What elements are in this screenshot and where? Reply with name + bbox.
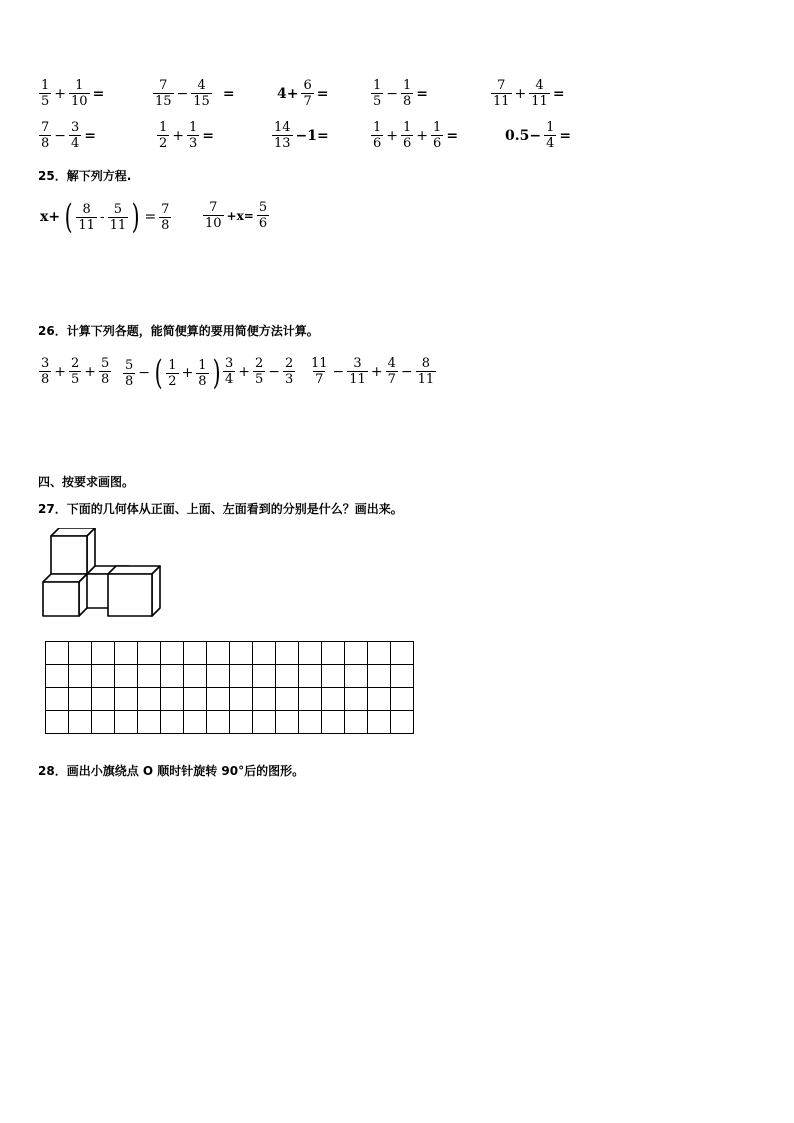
- left-paren: (: [64, 197, 73, 237]
- cube-bottom-left: [43, 574, 87, 616]
- exercise-row-1: $\frac{1}{5}$ + $\frac{1}{10}$ =: [41, 78, 105, 109]
- question-25-title: 25．解下列方程.: [38, 169, 132, 183]
- fraction: $\frac{1}{10}$: [71, 78, 88, 109]
- exercise-row-2-item-3: $\frac{14}{13}$ −1=: [274, 120, 329, 151]
- question-28-title: 28．画出小旗绕点 O 顺时针旋转 90°后的图形。: [38, 764, 305, 778]
- equation-2: $\frac{7}{10}$ +x= $\frac{5}{6}$: [205, 200, 268, 231]
- right-paren: ): [131, 197, 140, 237]
- exercise-row-1-item-4: $\frac{1}{5}$ − $\frac{1}{8}$ =: [373, 78, 429, 109]
- exercise-row-2-item-5: 0.5− $\frac{1}{4}$ =: [505, 120, 572, 151]
- exercise-row-1-item-2: $\frac{7}{15}$ − $\frac{4}{15}$ =: [155, 78, 235, 109]
- cube-figure: [38, 528, 168, 623]
- exercise-row-2-item-4: $\frac{1}{6}$ + $\frac{1}{6}$ + $\frac{1}{6}$ =: [373, 120, 459, 151]
- question-27-title: 27．下面的几何体从正面、上面、左面看到的分别是什么？画出来。: [38, 502, 403, 516]
- drawing-grid[interactable]: [45, 641, 414, 734]
- calc-4: $\frac{11}{7}$ − $\frac{3}{11}$ + $\frac{4}{7}$ − $\frac{8}{11}$: [311, 356, 435, 387]
- question-26-title: 26．计算下列各题，能简便算的要用简便方法计算。: [38, 324, 319, 338]
- exercise-row-2-item-2: $\frac{1}{2}$ + $\frac{1}{3}$ =: [159, 120, 215, 151]
- equation-1: x+ ( $\frac{8}{11}$ - $\frac{5}{11}$ ) = $\frac{7}{8}$: [40, 197, 170, 237]
- left-paren: (: [154, 353, 163, 393]
- exercise-row-1-item-5: $\frac{7}{11}$ + $\frac{4}{11}$ =: [493, 78, 565, 109]
- exercise-row-2-item-1: $\frac{7}{8}$ − $\frac{3}{4}$ =: [41, 120, 97, 151]
- exercise-row-1-item-3: 4+ $\frac{6}{7}$ =: [277, 78, 329, 109]
- fraction: $\frac{1}{5}$: [41, 78, 50, 109]
- calc-3: $\frac{3}{4}$ + $\frac{2}{5}$ − $\frac{2}{3}$: [225, 356, 294, 387]
- section-4-title: 四、按要求画图。: [38, 475, 135, 489]
- right-paren: ): [212, 353, 221, 393]
- cube-right: [108, 566, 160, 616]
- calc-1: $\frac{3}{8}$ + $\frac{2}{5}$ + $\frac{5}{8}$: [41, 356, 110, 387]
- calc-2: $\frac{5}{8}$ − ( $\frac{1}{2}$ + $\frac{1}{8}$ ): [125, 353, 221, 393]
- cube-top: [51, 528, 95, 574]
